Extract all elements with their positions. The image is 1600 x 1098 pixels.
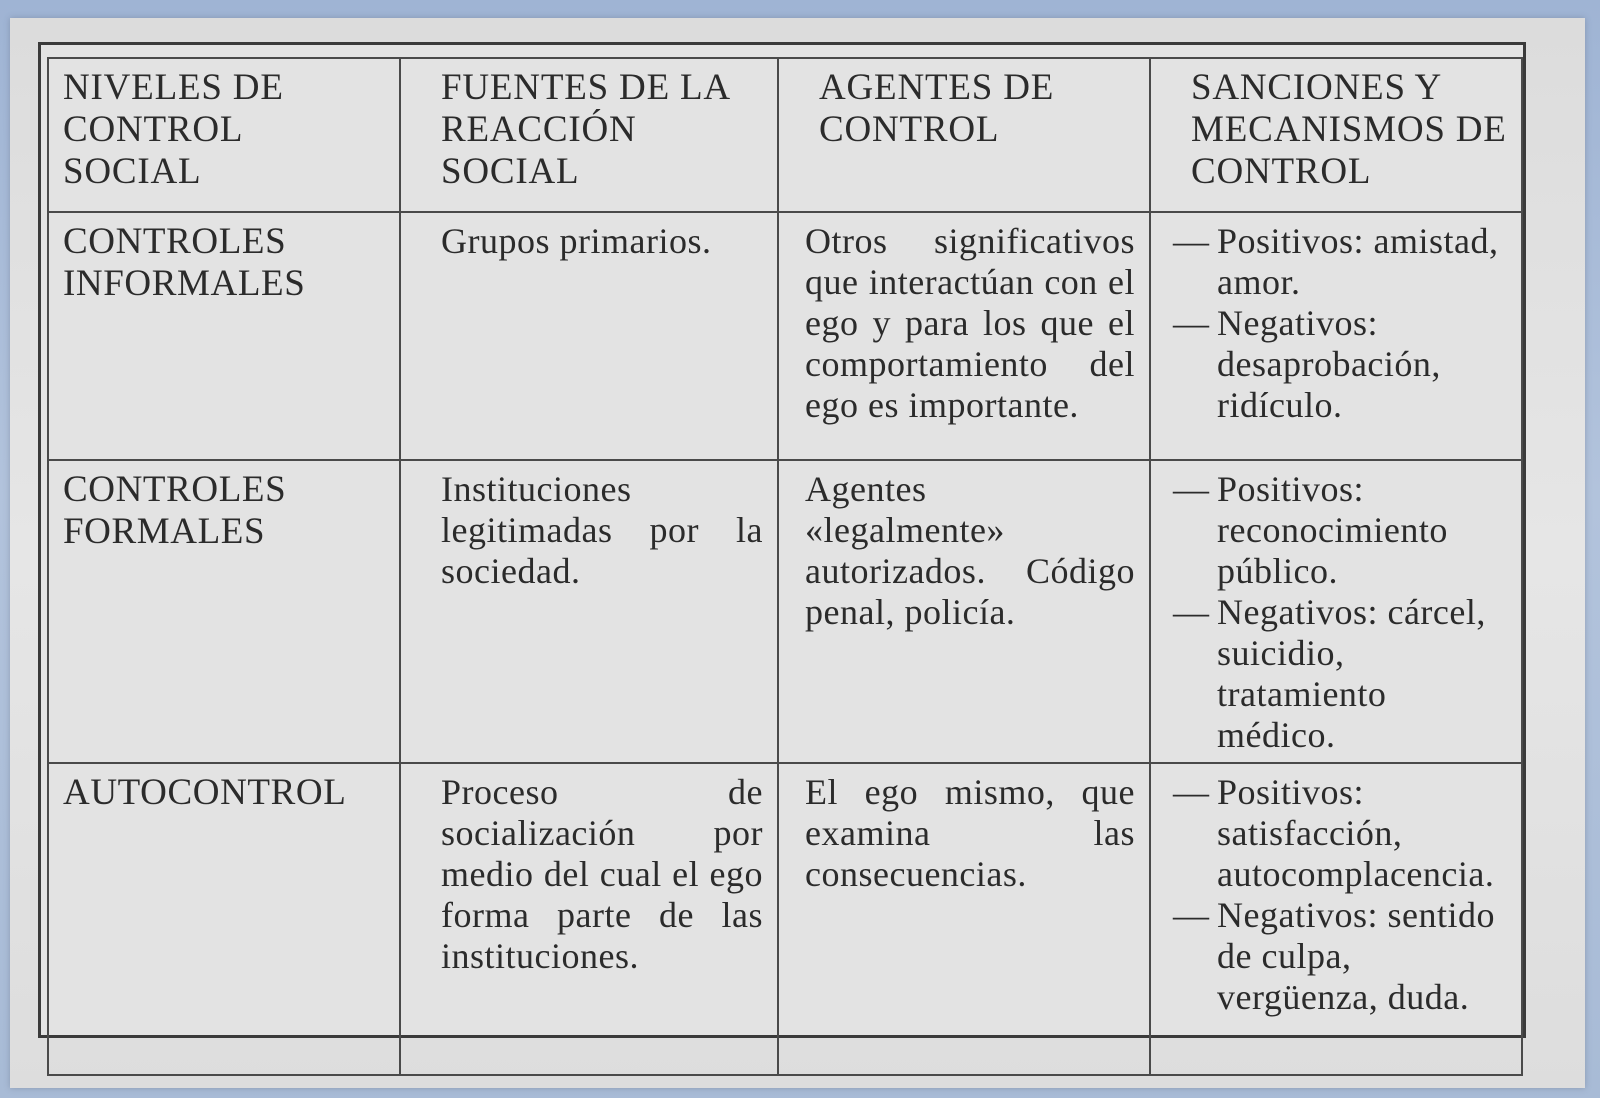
level-cell: CONTROLES INFORMALES — [48, 212, 400, 460]
sanction-text: Positivos: amistad, amor. — [1217, 221, 1499, 302]
level-cell: CONTROLES FORMALES — [48, 460, 400, 763]
sanctions-list — [1165, 469, 1507, 756]
source-cell: Grupos primarios. — [400, 212, 778, 460]
header-row — [48, 58, 1522, 212]
level-cell: AUTOCONTROL — [48, 763, 400, 1075]
sanctions-cell — [1150, 212, 1522, 460]
dash-mark: — — [1173, 772, 1210, 812]
agents-cell: El ego mismo, que examina las consecuencias. — [778, 763, 1150, 1075]
sanction-text: Positivos: reconocimiento público. — [1217, 469, 1448, 591]
sanctions-list — [1165, 772, 1507, 1018]
sanction-text: Negativos: desaprobación, ridículo. — [1217, 303, 1441, 425]
social-control-table — [47, 57, 1523, 1076]
sanction-positive — [1165, 772, 1507, 895]
agents-cell: Agentes «legalmente» autorizados. Código penal, policía. — [778, 460, 1150, 763]
header-sanciones: SANCIONES Y MECANISMOS DE CONTROL — [1150, 58, 1522, 212]
sanction-positive — [1165, 221, 1507, 303]
monitor-screen — [10, 18, 1585, 1088]
header-niveles: NIVELES DE CONTROL SOCIAL — [48, 58, 400, 212]
sanctions-list — [1165, 221, 1507, 426]
sanctions-cell — [1150, 763, 1522, 1075]
dash-mark: — — [1173, 303, 1210, 343]
sanction-negative — [1165, 592, 1507, 756]
dash-mark: — — [1173, 592, 1210, 632]
sanction-negative — [1165, 895, 1507, 1018]
header-fuentes: FUENTES DE LA REACCIÓN SOCIAL — [400, 58, 778, 212]
source-cell: Instituciones legitimadas por la sociedad. — [400, 460, 778, 763]
header-agentes: AGENTES DE CONTROL — [778, 58, 1150, 212]
table-row — [48, 460, 1522, 763]
sanction-positive — [1165, 469, 1507, 592]
sanction-negative — [1165, 303, 1507, 426]
table-row — [48, 763, 1522, 1075]
agents-cell: Otros significativos que interactúan con el ego y para los que el comportamiento del ego es importante. — [778, 212, 1150, 460]
dash-mark: — — [1173, 221, 1210, 261]
sanction-text: Positivos: satisfacción, autocomplacencia. — [1217, 772, 1495, 894]
source-cell: Proceso de socialización por medio del cual el ego forma parte de las instituciones. — [400, 763, 778, 1075]
sanction-text: Negativos: sentido de culpa, vergüenza, duda. — [1217, 895, 1495, 1017]
sanctions-cell — [1150, 460, 1522, 763]
sanction-text: Negativos: cárcel, suicidio, tratamiento médico. — [1217, 592, 1486, 755]
table-row — [48, 212, 1522, 460]
dash-mark: — — [1173, 469, 1210, 509]
dash-mark: — — [1173, 895, 1210, 935]
table-frame — [38, 42, 1526, 1038]
